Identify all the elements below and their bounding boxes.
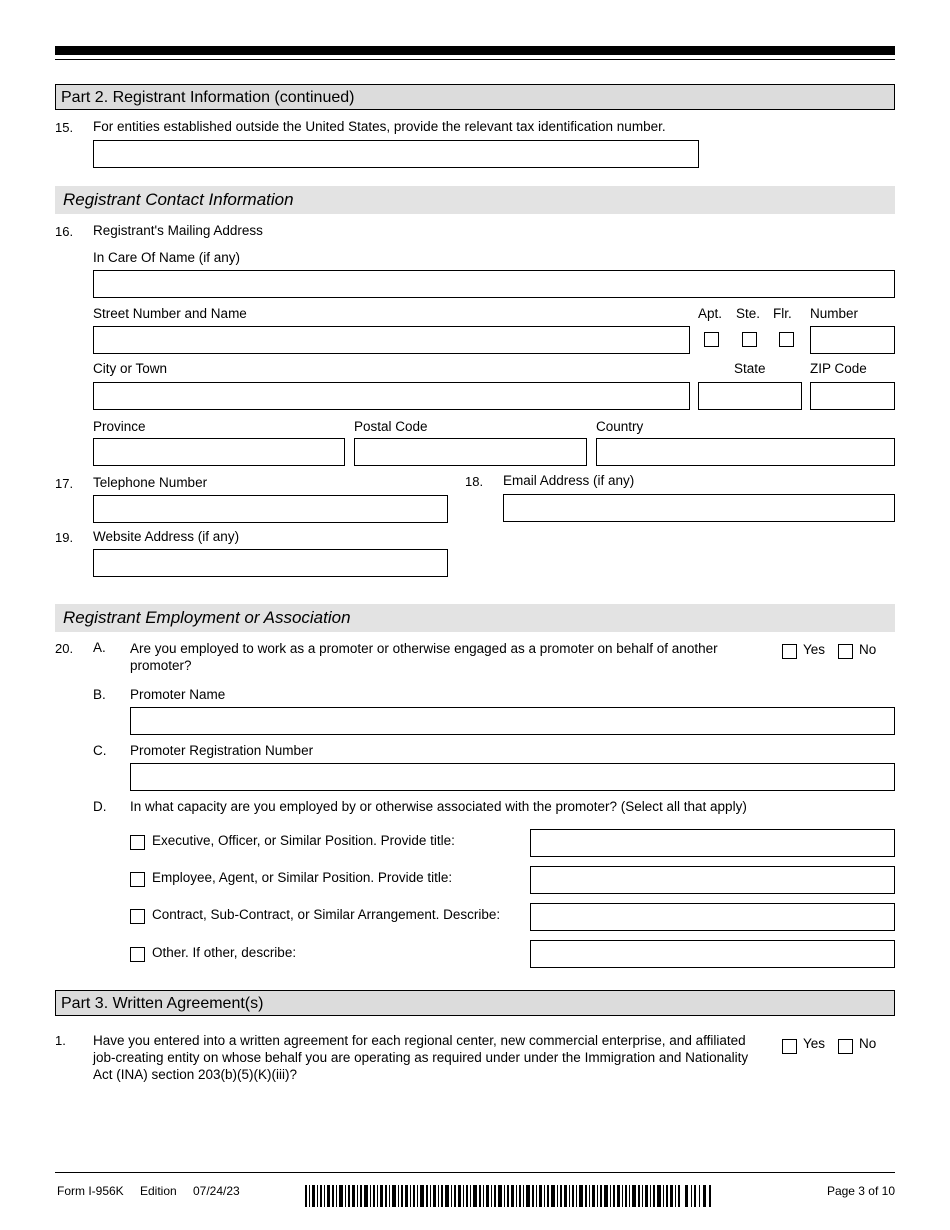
unit-number-label: Number <box>810 306 859 321</box>
promoter-registration-input[interactable] <box>130 763 895 791</box>
apt-label: Apt. <box>698 306 723 321</box>
q15-number: 15. <box>55 120 74 135</box>
edition-date: 07/24/23 <box>193 1184 240 1198</box>
q20d-question: In what capacity are you employed by or otherwise associated with the promoter? (Select all that apply) <box>130 799 747 814</box>
email-label: Email Address (if any) <box>503 473 635 488</box>
street-label: Street Number and Name <box>93 306 247 321</box>
p3-q1-number: 1. <box>55 1033 66 1048</box>
promoter-name-input[interactable] <box>130 707 895 735</box>
q20a-yes-checkbox[interactable] <box>782 644 797 659</box>
barcode-image <box>305 1185 713 1207</box>
q20a-no-checkbox[interactable] <box>838 644 853 659</box>
q18-number: 18. <box>465 474 484 489</box>
care-of-input[interactable] <box>93 270 895 298</box>
p3-q1-question: Have you entered into a written agreement for each regional center, new commercial enterprise, and affiliated job-creating entity on whose behalf you are operating as required under under the Immigration and Nationality Act (INA) section 203(b)(5)(K)(iii)? <box>93 1033 749 1082</box>
country-label: Country <box>596 419 644 434</box>
q20a-question: Are you employed to work as a promoter or otherwise engaged as a promoter on behalf of another promoter? <box>130 641 718 673</box>
telephone-input[interactable] <box>93 495 448 523</box>
street-input[interactable] <box>93 326 690 354</box>
capacity-executive-label: Executive, Officer, or Similar Position. Provide title: <box>152 833 455 848</box>
capacity-employee-checkbox[interactable] <box>130 872 145 887</box>
q20c-letter: C. <box>93 743 107 758</box>
city-input[interactable] <box>93 382 690 410</box>
q19-number: 19. <box>55 530 74 545</box>
city-label: City or Town <box>93 361 168 376</box>
unit-number-input[interactable] <box>810 326 895 354</box>
ste-checkbox[interactable] <box>742 332 757 347</box>
q20-number: 20. <box>55 641 74 656</box>
flr-label: Flr. <box>773 306 792 321</box>
q17-number: 17. <box>55 476 74 491</box>
promoter-name-label: Promoter Name <box>130 687 226 702</box>
apt-checkbox[interactable] <box>704 332 719 347</box>
capacity-executive-input[interactable] <box>530 829 895 857</box>
part2-title: Part 2. Registrant Information (continued) <box>55 84 895 110</box>
q15-label: For entities established outside the United States, provide the relevant tax identification number. <box>93 119 666 134</box>
state-select[interactable] <box>698 382 802 410</box>
capacity-other-label: Other. If other, describe: <box>152 945 297 960</box>
capacity-executive-checkbox[interactable] <box>130 835 145 850</box>
flr-checkbox[interactable] <box>779 332 794 347</box>
q20a-no-label: No <box>859 642 877 657</box>
postal-input[interactable] <box>354 438 587 466</box>
province-label: Province <box>93 419 146 434</box>
website-input[interactable] <box>93 549 448 577</box>
page-number: Page 3 of 10 <box>826 1184 895 1198</box>
p3-q1-no-checkbox[interactable] <box>838 1039 853 1054</box>
q20a-letter: A. <box>93 640 106 655</box>
province-input[interactable] <box>93 438 345 466</box>
header-rule-thin <box>55 59 895 60</box>
care-of-label: In Care Of Name (if any) <box>93 250 241 265</box>
capacity-contract-input[interactable] <box>530 903 895 931</box>
country-input[interactable] <box>596 438 895 466</box>
footer-rule <box>55 1172 895 1173</box>
capacity-employee-label: Employee, Agent, or Similar Position. Provide title: <box>152 870 453 885</box>
q20b-letter: B. <box>93 687 106 702</box>
telephone-label: Telephone Number <box>93 475 208 490</box>
p3-q1-no-label: No <box>859 1036 877 1051</box>
p3-q1-yes-checkbox[interactable] <box>782 1039 797 1054</box>
header-rule-thick <box>55 46 895 55</box>
promoter-registration-label: Promoter Registration Number <box>130 743 314 758</box>
q16-number: 16. <box>55 224 74 239</box>
tax-id-input[interactable] <box>93 140 699 168</box>
q20a-yes-label: Yes <box>803 642 826 657</box>
edition-label: Edition <box>140 1184 177 1198</box>
capacity-other-checkbox[interactable] <box>130 947 145 962</box>
mailing-address-title: Registrant's Mailing Address <box>93 223 263 238</box>
form-id: Form I-956K <box>57 1184 124 1198</box>
postal-label: Postal Code <box>354 419 428 434</box>
email-input[interactable] <box>503 494 895 522</box>
employment-heading: Registrant Employment or Association <box>55 604 895 632</box>
q20d-letter: D. <box>93 799 107 814</box>
capacity-other-input[interactable] <box>530 940 895 968</box>
capacity-employee-input[interactable] <box>530 866 895 894</box>
state-label: State <box>734 361 766 376</box>
website-label: Website Address (if any) <box>93 529 240 544</box>
p3-q1-yes-label: Yes <box>803 1036 826 1051</box>
contact-heading: Registrant Contact Information <box>55 186 895 214</box>
ste-label: Ste. <box>736 306 761 321</box>
zip-input[interactable] <box>810 382 895 410</box>
capacity-contract-label: Contract, Sub-Contract, or Similar Arrangement. Describe: <box>152 907 501 922</box>
capacity-contract-checkbox[interactable] <box>130 909 145 924</box>
zip-label: ZIP Code <box>810 361 867 376</box>
part3-title: Part 3. Written Agreement(s) <box>55 990 895 1016</box>
